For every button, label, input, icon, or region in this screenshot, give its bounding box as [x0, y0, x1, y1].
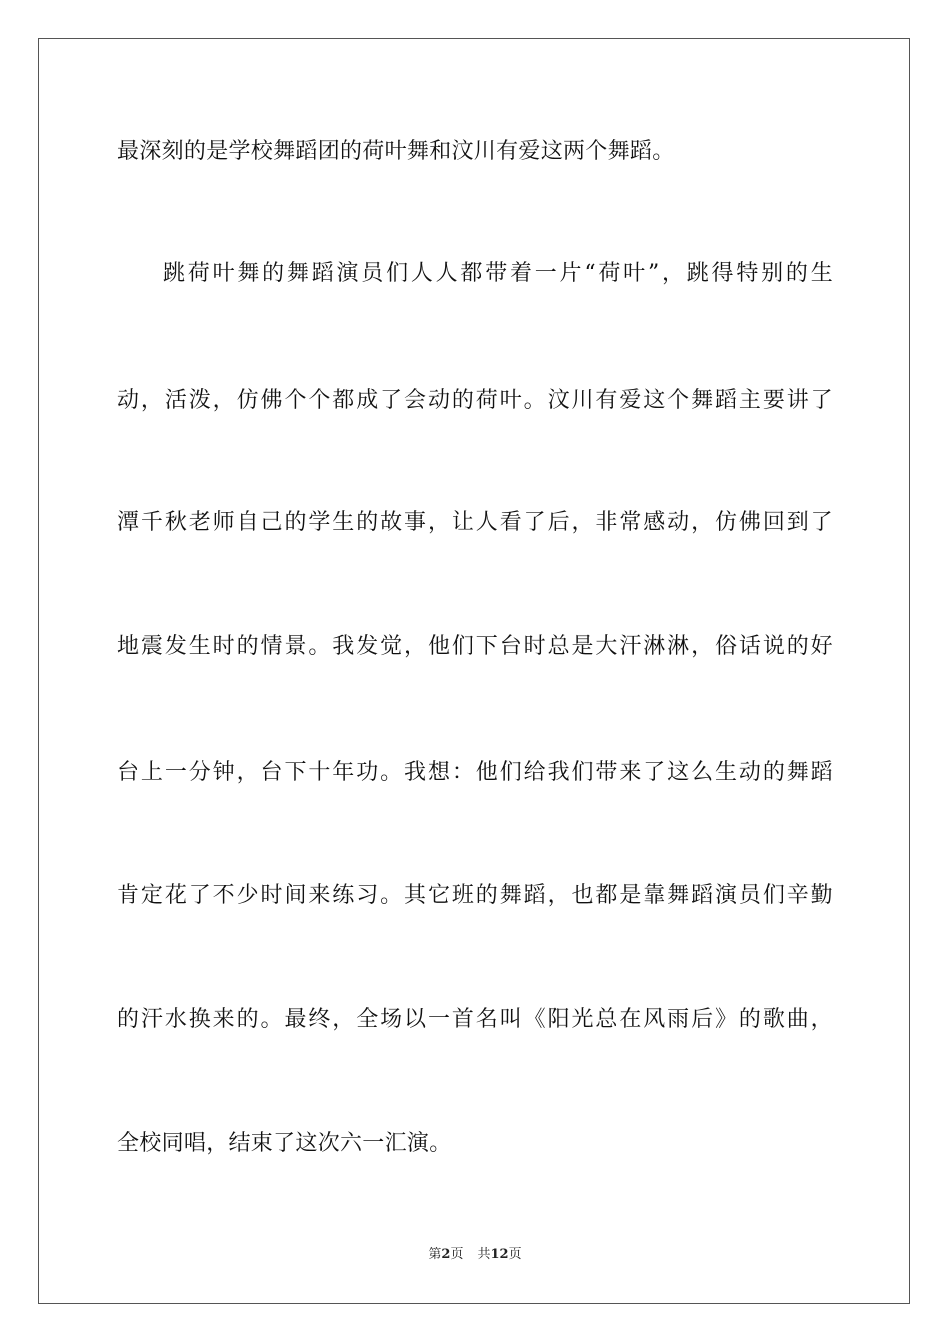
text-line: 潭千秋老师自己的学生的故事，让人看了后，非常感动，仿佛回到了 — [117, 510, 833, 535]
page-border — [38, 38, 910, 1304]
page-label: 第2页 — [428, 1247, 464, 1262]
total-pages: 12 — [490, 1247, 509, 1262]
text-line: 的汗水换来的。最终，全场以一首名叫《阳光总在风雨后》的歌曲， — [117, 1007, 833, 1032]
text-line: 全校同唱，结束了这次六一汇演。 — [117, 1131, 452, 1156]
page-footer — [0, 1246, 950, 1264]
text-line: 肯定花了不少时间来练习。其它班的舞蹈，也都是靠舞蹈演员们辛勤 — [117, 883, 833, 908]
text-line: 台上一分钟，台下十年功。我想：他们给我们带来了这么生动的舞蹈 — [117, 760, 833, 785]
page-number: 2 — [441, 1247, 451, 1262]
total-pages-label: 共12页 — [477, 1247, 522, 1262]
paragraph-first-line: 跳荷叶舞的舞蹈演员们人人都带着一片“荷叶”，跳得特别的生 — [163, 261, 833, 286]
text-line: 动，活泼，仿佛个个都成了会动的荷叶。汶川有爱这个舞蹈主要讲了 — [117, 388, 833, 413]
text-line: 地震发生时的情景。我发觉，他们下台时总是大汗淋淋，俗话说的好 — [117, 634, 833, 659]
text-line: 最深刻的是学校舞蹈团的荷叶舞和汶川有爱这两个舞蹈。 — [117, 139, 675, 164]
